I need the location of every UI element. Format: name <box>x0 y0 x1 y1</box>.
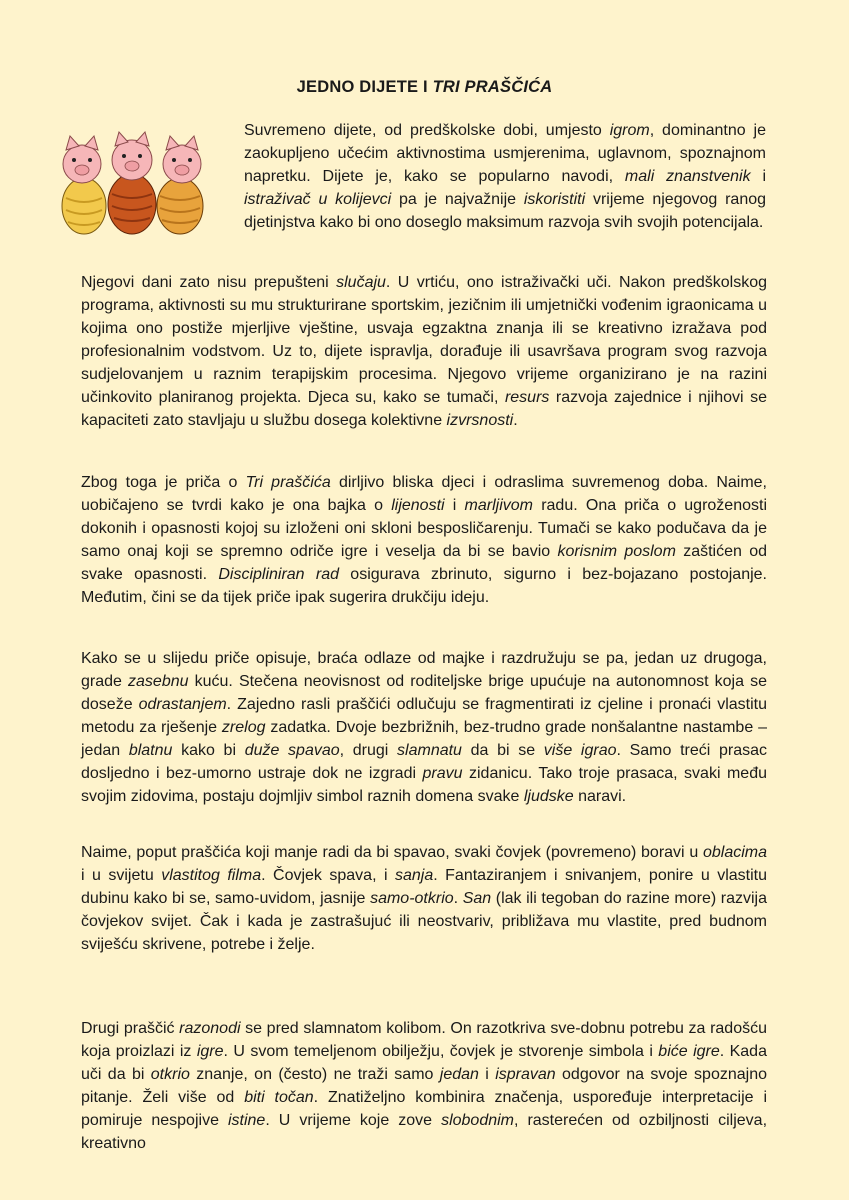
title-italic: TRI PRAŠČIĆA <box>432 78 553 96</box>
paragraph-text: naravi. <box>573 788 627 805</box>
paragraph-text: Drugi praščić <box>81 1020 180 1037</box>
paragraph-story <box>81 471 767 609</box>
emphasis-text: ispravan <box>495 1066 556 1083</box>
emphasis-text: odrastanjem <box>138 696 227 713</box>
paragraph-text: radu. Ona priča o ugroženosti dokonih i opasnosti kojoj su izloženi oni skloni besposličarenju. Tumači se kako podučava da je samo onaj koji se spremno odriče igre i veselja da bi se bavio <box>81 497 768 560</box>
paragraph-text: zadatka. Dvoje bezbrižnih, bez-trudno grade nonšalantne nastambe – jedan <box>81 719 768 759</box>
three-little-pigs-illustration <box>52 128 212 238</box>
emphasis-text: blatnu <box>128 742 173 759</box>
emphasis-text: otkrio <box>150 1066 190 1083</box>
emphasis-text: sanja <box>395 867 434 884</box>
paragraph-text: . Samo treći prasac dosljedno i bez-umorno ustraje dok ne izgradi <box>81 742 768 782</box>
paragraph-text: Zbog toga je priča o <box>81 474 246 491</box>
emphasis-text: korisnim poslom <box>557 543 676 560</box>
emphasis-text: mali znanstvenik <box>624 168 751 185</box>
paragraph-intro <box>244 119 766 234</box>
page-title <box>0 78 849 97</box>
paragraph-text: . Čovjek spava, i <box>261 867 395 884</box>
emphasis-text: zasebnu <box>128 673 189 690</box>
pig-red-icon <box>108 132 156 234</box>
paragraph-text: (lak ili tegoban do razine more) razvija čovjekov svijet. Čak i kada je zastrašujuć ili neostvariv, približava mu vlastite, pred budnom sviješću skrivene, potrebe i želje. <box>81 890 768 953</box>
emphasis-text: duže spavao <box>244 742 340 759</box>
paragraph-text: odgovor na svoje spoznajno pitanje. Želi više od <box>81 1066 767 1106</box>
paragraph-text: . <box>513 412 518 429</box>
paragraph-text: da bi se <box>461 742 544 759</box>
emphasis-text: više igrao <box>543 742 617 759</box>
emphasis-text: Discipliniran rad <box>218 566 339 583</box>
paragraph-sleep <box>81 841 767 956</box>
paragraph-text: i <box>750 168 767 185</box>
emphasis-text: marljivom <box>464 497 533 514</box>
paragraph-text: dirljivo bliska djeci i odraslima suvremenog doba. Naime, uobičajeno se tvrdi kako je ona bajka o <box>81 474 768 514</box>
paragraph-text: kuću. Stečena neovisnost od roditeljske brige upućuje na autonomnost koja se doseže <box>81 673 767 713</box>
emphasis-text: izvrsnosti <box>446 412 514 429</box>
paragraph-text: Njegovi dani zato nisu prepušteni <box>81 274 337 291</box>
paragraph-text: osigurava zbrinuto, sigurno i bez-bojazano postojanje. Međutim, čini se da tijek priče ipak sugerira drukčiju ideju. <box>81 566 767 606</box>
emphasis-text: resurs <box>504 389 550 406</box>
emphasis-text: samo-otkrio <box>370 890 454 907</box>
paragraph-text: i <box>444 497 465 514</box>
paragraph-text: Naime, poput praščića koji manje radi da bi spavao, svaki čovjek (povremeno) boravi u <box>81 844 703 861</box>
pig-orange-icon <box>157 136 203 234</box>
paragraph-text: . Fantaziranjem i snivanjem, ponire u vlastitu dubinu kako bi se, samo-uvidom, jasnije <box>81 867 768 907</box>
paragraph-text: Suvremeno dijete, od predškolske dobi, umjesto <box>244 122 610 139</box>
emphasis-text: ljudske <box>523 788 574 805</box>
paragraph-play <box>81 1017 767 1155</box>
paragraph-brothers <box>81 647 767 808</box>
emphasis-text: San <box>462 890 492 907</box>
emphasis-text: pravu <box>422 765 463 782</box>
title-plain: JEDNO DIJETE I <box>296 78 433 96</box>
paragraph-text: , rasterećen od ozbiljnosti ciljeva, kreativno <box>81 1112 768 1152</box>
emphasis-text: slobodnim <box>441 1112 514 1129</box>
paragraph-text: . Kada uči da bi <box>81 1043 767 1083</box>
emphasis-text: slučaju <box>336 274 386 291</box>
emphasis-text: razonodi <box>179 1020 241 1037</box>
emphasis-text: biće igre <box>658 1043 720 1060</box>
emphasis-text: istraživač u kolijevci <box>244 191 392 208</box>
paragraph-text: kako bi <box>172 742 245 759</box>
paragraph-text: . Znatiželjno kombinira značenja, uspoređuje interpretacije i pomiruje nespojive <box>81 1089 768 1129</box>
paragraph-text: . U vrijeme koje zove <box>265 1112 442 1129</box>
emphasis-text: istine <box>227 1112 266 1129</box>
emphasis-text: Tri praščića <box>245 474 331 491</box>
emphasis-text: oblacima <box>702 844 767 861</box>
paragraph-text: Kako se u slijedu priče opisuje, braća odlaze od majke i razdružuju se pa, jedan uz drugoga, grade <box>81 650 767 690</box>
emphasis-text: biti točan <box>244 1089 314 1106</box>
paragraph-text: i <box>478 1066 496 1083</box>
paragraph-text: zidanicu. Tako troje prasaca, svaki među svojim zidovima, postaju dojmljiv simbol raznih domena svake <box>81 765 768 805</box>
paragraph-text: razvoja zajednice i njihovi se kapaciteti zato stavljaju u službu dosega kolektivne <box>81 389 767 429</box>
paragraph-text: vrijeme njegovog ranog djetinjstva kako bi ono doseglo maksimum razvoja svih svojih potencijala. <box>244 191 767 231</box>
emphasis-text: vlastitog filma <box>161 867 262 884</box>
emphasis-text: igre <box>196 1043 224 1060</box>
paragraph-text: , drugi <box>339 742 398 759</box>
paragraph-text: . U svom temeljenom obilježju, čovjek je stvorenje simbola i <box>223 1043 659 1060</box>
emphasis-text: jedan <box>439 1066 479 1083</box>
paragraph-text: , dominantno je zaokupljeno učećim aktivnostima usmjerenima, uglavnom, spoznajnom napretku. Dijete je, kako se popularno navodi, <box>244 122 766 185</box>
emphasis-text: slamnatu <box>397 742 462 759</box>
emphasis-text: zrelog <box>221 719 266 736</box>
emphasis-text: iskoristiti <box>523 191 586 208</box>
paragraph-text: znanje, on (često) ne traži samo <box>189 1066 440 1083</box>
pig-yellow-icon <box>62 136 106 234</box>
paragraph-text: i u svijetu <box>81 867 162 884</box>
emphasis-text: lijenosti <box>391 497 445 514</box>
paragraph-text: pa je najvažnije <box>391 191 524 208</box>
paragraph-text: . <box>453 890 463 907</box>
paragraph-text: . U vrtiću, ono istraživački uči. Nakon predškolskog programa, aktivnosti su mu strukturirane sportskim, jezičnim ili umjetnički vođenim igraonicama u kojima ono postiže mjerljive vještine, usvaja egzaktna znanja ili se kreativno izražava pod profesionalnim vodstvom. Uz to, dijete ispravlja, dorađuje ili usavršava program svog razvoja sudjelovanjem u raznim terapijskim procesima. Njegovo vrijeme organizirano je na razini učinkovito planiranog projekta. Djeca su, kako se tumači, <box>81 274 767 406</box>
paragraph-text: se pred slamnatom kolibom. On razotkriva sve-dobnu potrebu za radošću koja proizlazi iz <box>81 1020 767 1060</box>
paragraph-text: zaštićen od svake opasnosti. <box>81 543 767 583</box>
emphasis-text: igrom <box>609 122 650 139</box>
paragraph-text: . Zajedno rasli praščići odlučuju se fragmentirati iz cjeline i pronaći vlastitu metodu za rješenje <box>81 696 767 736</box>
paragraph-days <box>81 271 767 432</box>
